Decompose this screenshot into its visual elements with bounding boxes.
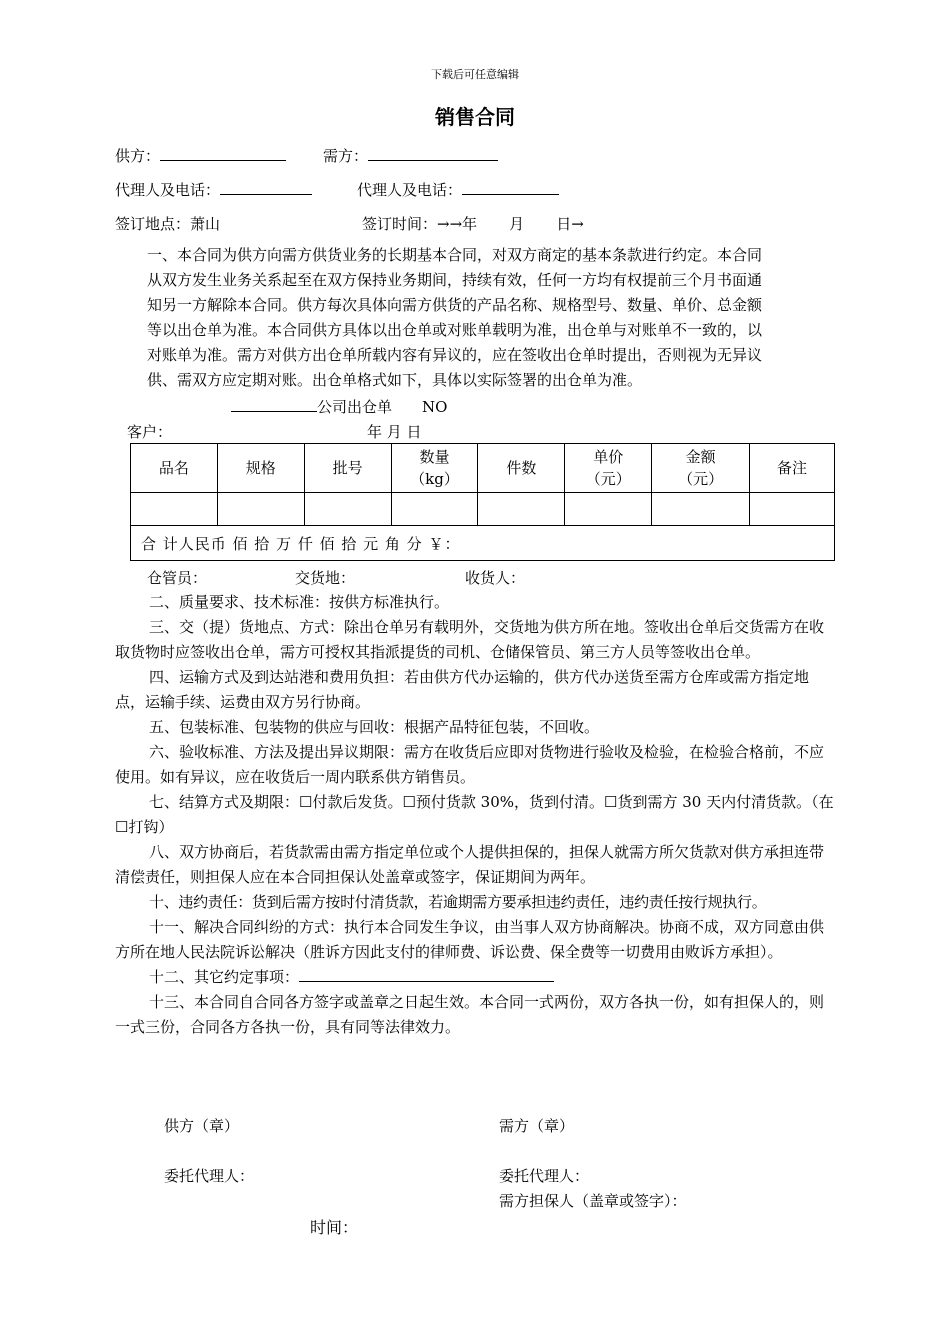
signing-place: 签订地点：萧山 — [115, 215, 221, 233]
table-cell[interactable] — [131, 493, 218, 526]
receipt-table — [130, 443, 835, 561]
table-cell[interactable] — [478, 493, 565, 526]
clause-1-cont — [115, 268, 837, 393]
buyer-agent-blank[interactable] — [462, 180, 559, 195]
year-label: 年 — [462, 215, 478, 233]
table-cell[interactable] — [304, 493, 391, 526]
column-header: 品名 — [131, 444, 218, 493]
clause-12-label: 十二、其它约定事项： — [149, 968, 300, 986]
clause-6: 六、验收标准、方法及提出异议期限：需方在收货后应即对货物进行验收及检验，在检验合格前，不应使用。如有异议，应在收货后一周内联系供方销售员。 — [115, 743, 825, 786]
buyer-agent-sign: 委托代理人： — [499, 1167, 590, 1185]
supplier-blank[interactable] — [160, 146, 286, 161]
customer-label: 客户： — [127, 423, 173, 441]
column-header: 金额 （元） — [652, 444, 750, 493]
table-row — [131, 493, 835, 526]
table-cell[interactable] — [750, 493, 835, 526]
receipt-title: 公司出仓单 — [317, 398, 393, 416]
clause-3: 三、交（提）货地点、方式：除出仓单另有载明外，交货地为供方所在地。签收出仓单后交货需方在收取货物时应签收出仓单，需方可授权其指派提货的司机、仓储保管员、第三方人员等签收出仓单。 — [115, 618, 825, 661]
signing-time-label: 签订时间： — [362, 215, 438, 233]
day-arrow: → — [571, 215, 584, 233]
day-label: 日 — [556, 215, 572, 233]
page-title: 销售合同 — [435, 105, 515, 129]
clause-1-line: 对账单为准。需方对供方出仓单所载内容有异议的，应在签收出仓单时提出，否则视为无异议 — [147, 346, 763, 364]
clauses-body — [115, 590, 837, 1040]
clause-1-line: 一、本合同为供方向需方供货业务的长期基本合同，对双方商定的基本条款进行约定。本合同 — [147, 246, 763, 264]
download-note: 下载后可任意编辑 — [431, 68, 519, 81]
total-cell: 合 计人民币 佰 拾 万 仟 佰 拾 元 角 分 ￥： — [131, 526, 835, 561]
agent-phone-label-2: 代理人及电话： — [357, 181, 463, 199]
table-cell[interactable] — [391, 493, 478, 526]
table-cell[interactable] — [217, 493, 304, 526]
clause-1-line: 等以出仓单为准。本合同供方具体以出仓单或对账单载明为准，出仓单与对账单不一致的，以 — [147, 321, 763, 339]
clause-12 — [115, 965, 837, 990]
buyer-field — [323, 145, 498, 166]
column-header: 规格 — [217, 444, 304, 493]
column-header: 单价 （元） — [565, 444, 652, 493]
supplier-agent-blank[interactable] — [220, 180, 312, 195]
agent-phone-label: 代理人及电话： — [115, 181, 221, 199]
clause-11: 十一、解决合同纠纷的方式：执行本合同发生争议，由当事人双方协商解决。协商不成，双方同意由供方所在地人民法院诉讼解决（胜诉方因此支付的律师费、诉讼费、保全费等一切费用由败诉方承担）。 — [115, 918, 825, 961]
table-header-row — [131, 444, 835, 493]
clause-12-blank[interactable] — [299, 967, 554, 982]
receiver-label: 收货人： — [465, 569, 526, 587]
table-cell[interactable] — [652, 493, 750, 526]
buyer-seal: 需方（章） — [499, 1117, 575, 1135]
supplier-field — [115, 145, 286, 166]
column-header: 件数 — [478, 444, 565, 493]
receipt-date: 年 月 日 — [367, 423, 422, 441]
clause-5: 五、包装标准、包装物的供应与回收：根据产品特征包装，不回收。 — [149, 718, 600, 736]
table-cell[interactable] — [565, 493, 652, 526]
clause-4: 四、运输方式及到达站港和费用负担：若由供方代办运输的，供方代办送货至需方仓库或需方指定地点，运输手续、运费由双方另行协商。 — [115, 668, 810, 711]
supplier-agent-field — [115, 179, 312, 200]
supplier-seal: 供方（章） — [164, 1117, 240, 1135]
sign-time: 时间： — [310, 1218, 359, 1237]
guarantor-sign: 需方担保人（盖章或签字）： — [499, 1192, 687, 1210]
clause-1-line: 从双方发生业务关系起至在双方保持业务期间，持续有效，任何一方均有权提前三个月书面通 — [147, 271, 763, 289]
buyer-blank[interactable] — [368, 146, 498, 161]
keeper-label: 仓管员： — [147, 569, 208, 587]
buyer-agent-field — [357, 179, 559, 200]
column-header: 批号 — [304, 444, 391, 493]
receipt-heading — [231, 396, 447, 417]
signing-time — [362, 213, 584, 234]
time-arrows: →→ — [437, 215, 463, 233]
supplier-label: 供方： — [115, 147, 161, 165]
clause-7: 七、结算方式及期限：☐付款后发货。☐预付货款 30%，货到付清。☐货到需方 30 天内付清货款。（在☐打钩） — [115, 793, 834, 836]
buyer-label: 需方： — [323, 147, 369, 165]
clause-8: 八、双方协商后，若货款需由需方指定单位或个人提供担保的，担保人就需方所欠货款对供方承担连带清偿责任，则担保人应在本合同担保认处盖章或签字，保证期间为两年。 — [115, 843, 825, 886]
delivery-label: 交货地： — [295, 569, 356, 587]
supplier-agent-sign: 委托代理人： — [164, 1167, 255, 1185]
column-header: 备注 — [750, 444, 835, 493]
column-header: 数量 （kg） — [391, 444, 478, 493]
month-label: 月 — [509, 215, 525, 233]
company-blank[interactable] — [231, 397, 317, 412]
clause-1 — [147, 243, 839, 268]
clause-1-line: 供、需双方应定期对账。出仓单格式如下，具体以实际签署的出仓单为准。 — [147, 371, 643, 389]
clause-1-line: 知另一方解除本合同。供方每次具体向需方供货的产品名称、规格型号、数量、单价、总金额 — [147, 296, 763, 314]
receipt-no: NO — [422, 398, 448, 416]
clause-10: 十、违约责任：货到后需方按时付清货款，若逾期需方要承担违约责任，违约责任按行规执行。 — [149, 893, 767, 911]
total-row — [131, 526, 835, 561]
clause-13: 十三、本合同自合同各方签字或盖章之日起生效。本合同一式两份，双方各执一份，如有担保人的，则一式三份，合同各方各执一份，具有同等法律效力。 — [115, 993, 825, 1036]
clause-2: 二、质量要求、技术标准：按供方标准执行。 — [149, 593, 450, 611]
